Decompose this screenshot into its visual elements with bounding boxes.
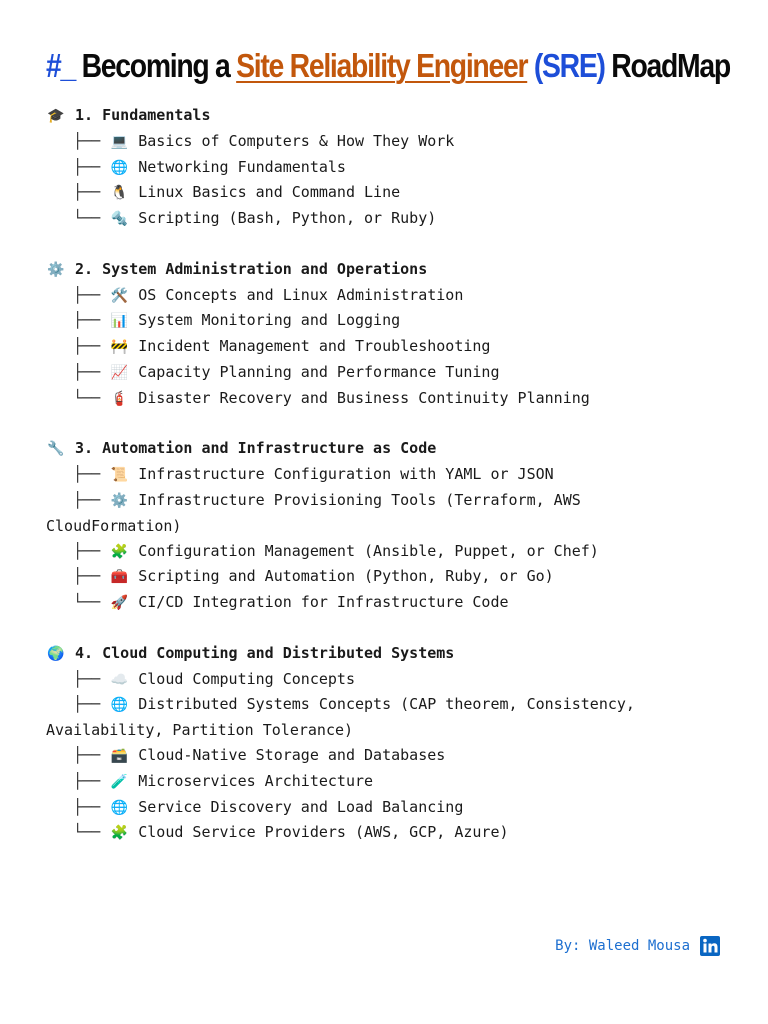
roadmap-item (46, 795, 736, 821)
section-emoji-icon: 🎓 (47, 108, 65, 124)
item-text: Infrastructure Provisioning Tools (Terraform, AWS (138, 490, 581, 509)
tree-branch: ├── (73, 490, 101, 509)
section-emoji-icon: ⚙️ (47, 261, 65, 278)
tree-branch: ├── (73, 541, 101, 560)
item-text: Cloud Service Providers (AWS, GCP, Azure) (138, 823, 509, 842)
section-emoji-icon: 🔧 (47, 441, 65, 458)
item-text: Capacity Planning and Performance Tuning (138, 362, 500, 381)
item-emoji-icon: 🔩 (110, 211, 128, 228)
author-byline[interactable]: By: Waleed Mousa (555, 938, 690, 954)
item-text: Distributed Systems Concepts (CAP theorem, Consistency, (138, 695, 635, 714)
roadmap-document (46, 103, 736, 871)
roadmap-item (46, 180, 736, 206)
section-heading-text: 2. System Administration and Operations (75, 259, 428, 278)
section-heading (46, 436, 736, 462)
section-heading (46, 641, 736, 667)
tree-branch: └── (73, 823, 101, 842)
item-text: Disaster Recovery and Business Continuity Planning (138, 388, 590, 407)
roadmap-item (46, 564, 736, 590)
roadmap-item (46, 360, 736, 386)
section-heading (46, 257, 736, 283)
roadmap-item (46, 820, 736, 846)
roadmap-item (46, 129, 736, 155)
item-text-continuation: CloudFormation) (46, 516, 182, 535)
title-link-sre[interactable]: Site Reliability Engineer (236, 47, 528, 84)
roadmap-section (46, 641, 736, 846)
tree-branch: ├── (73, 337, 101, 356)
tree-branch: ├── (73, 131, 101, 150)
item-text: Incident Management and Troubleshooting (138, 337, 491, 356)
item-emoji-icon: ⚙️ (110, 492, 128, 509)
title-hash: #_ (46, 47, 75, 84)
roadmap-item (46, 334, 736, 360)
tree-branch: ├── (73, 157, 101, 176)
page-title (46, 44, 730, 88)
roadmap-item (46, 590, 736, 616)
item-emoji-icon: 🌐 (110, 159, 128, 176)
roadmap-item (46, 386, 736, 412)
roadmap-item (46, 155, 736, 181)
roadmap-item (46, 692, 736, 718)
roadmap-section (46, 103, 736, 232)
roadmap-item (46, 743, 736, 769)
tree-branch: ├── (73, 362, 101, 381)
linkedin-icon[interactable] (700, 936, 720, 956)
item-emoji-icon: 🧪 (110, 773, 128, 790)
item-text: Basics of Computers & How They Work (138, 131, 455, 150)
item-emoji-icon: 🚀 (110, 595, 128, 612)
item-text: Cloud Computing Concepts (138, 669, 355, 688)
item-text: Cloud-Native Storage and Databases (138, 745, 446, 764)
item-text: Configuration Management (Ansible, Puppet, or Chef) (138, 541, 599, 560)
tree-branch: ├── (73, 669, 101, 688)
title-suffix: RoadMap (611, 47, 730, 84)
item-text: Service Discovery and Load Balancing (138, 797, 464, 816)
roadmap-item (46, 488, 736, 514)
item-text-continuation: Availability, Partition Tolerance) (46, 721, 354, 740)
roadmap-item (46, 308, 736, 334)
tree-branch: ├── (73, 183, 101, 202)
roadmap-item (46, 539, 736, 565)
item-emoji-icon: 🧩 (110, 543, 128, 560)
item-text: Networking Fundamentals (138, 157, 346, 176)
roadmap-item (46, 283, 736, 309)
item-emoji-icon: 🧯 (110, 390, 128, 407)
item-text: OS Concepts and Linux Administration (138, 285, 464, 304)
tree-branch: ├── (73, 695, 101, 714)
title-abbr: (SRE) (533, 47, 605, 84)
section-heading-text: 4. Cloud Computing and Distributed Systems (75, 643, 455, 662)
item-text: Scripting (Bash, Python, or Ruby) (138, 209, 437, 228)
item-text: CI/CD Integration for Infrastructure Code (138, 593, 509, 612)
item-emoji-icon: ☁️ (110, 671, 128, 688)
footer (555, 936, 720, 956)
tree-branch: ├── (73, 567, 101, 586)
tree-branch: ├── (73, 745, 101, 764)
roadmap-section (46, 257, 736, 412)
section-heading-text: 3. Automation and Infrastructure as Code (75, 439, 437, 458)
item-emoji-icon: 📜 (110, 467, 128, 484)
tree-branch: ├── (73, 797, 101, 816)
section-heading-text: 1. Fundamentals (75, 106, 211, 124)
item-text: Microservices Architecture (138, 771, 374, 790)
item-emoji-icon: 🌐 (110, 799, 128, 816)
title-prefix: Becoming a (81, 47, 230, 84)
item-text: Linux Basics and Command Line (138, 183, 401, 202)
item-emoji-icon: 📊 (110, 313, 128, 330)
item-emoji-icon: 💻 (110, 133, 128, 150)
item-emoji-icon: 📈 (110, 364, 128, 381)
tree-branch: ├── (73, 465, 101, 484)
tree-branch: ├── (73, 771, 101, 790)
roadmap-item (46, 206, 736, 232)
item-emoji-icon: 🌐 (110, 697, 128, 714)
tree-branch: ├── (73, 311, 101, 330)
tree-branch: └── (73, 209, 101, 228)
roadmap-item (46, 462, 736, 488)
tree-branch: └── (73, 388, 101, 407)
roadmap-section (46, 436, 736, 616)
item-text: Scripting and Automation (Python, Ruby, or Go) (138, 567, 554, 586)
item-text: System Monitoring and Logging (138, 311, 401, 330)
roadmap-item (46, 667, 736, 693)
roadmap-item (46, 769, 736, 795)
item-emoji-icon: 🐧 (110, 185, 128, 202)
tree-branch: ├── (73, 285, 101, 304)
item-text: Infrastructure Configuration with YAML or JSON (138, 465, 554, 484)
section-heading (46, 103, 736, 129)
item-emoji-icon: 🛠️ (110, 287, 128, 304)
item-emoji-icon: 🧰 (110, 569, 128, 586)
item-emoji-icon: 🧩 (110, 825, 128, 842)
section-emoji-icon: 🌍 (47, 645, 65, 662)
item-emoji-icon: 🗃️ (110, 747, 128, 764)
item-emoji-icon: 🚧 (110, 339, 128, 356)
tree-branch: └── (73, 593, 101, 612)
